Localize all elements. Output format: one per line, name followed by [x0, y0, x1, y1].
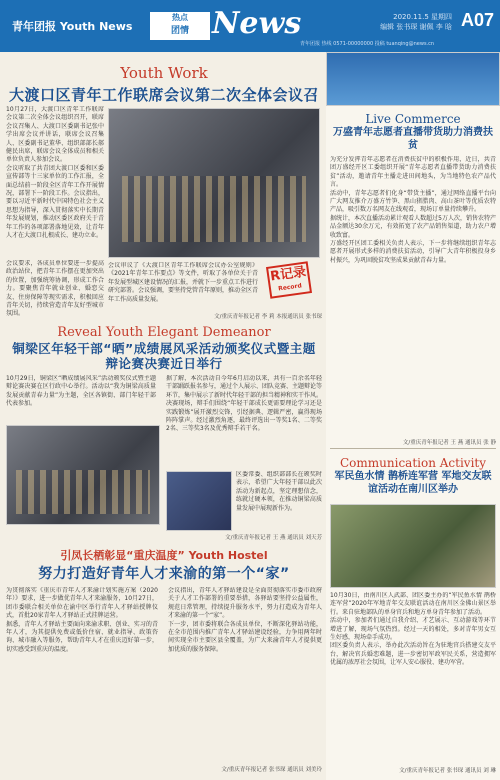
article-youth-work: [6, 58, 322, 320]
article-paragraph: 据悉，青年人才驿站主要面向来渝求职、创业、实习的青年人才，为其提供免费或低价住宿、就业指导、政策咨询、城市融入等服务，帮助青年人才在重庆迈好第一步，切实感受到重庆的温度。: [6, 620, 158, 653]
article-paragraph: 区委常委、组织部部长在颁奖时表示，希望广大年轻干部以此次活动为新起点，坚定理想信念，练就过硬本领，在推动铜梁高质量发展中展现新作为。: [236, 471, 322, 512]
article-byline: 文/重庆青年报记者 张书琛 通讯员 刘美玲: [221, 767, 322, 773]
article-kicker: 引凤长栖彰显“重庆温度” Youth Hostel: [60, 549, 268, 562]
column-divider: [330, 448, 496, 449]
article-column: [166, 375, 322, 465]
stamp-text: R记录: [269, 264, 308, 285]
article-paragraph: 会议听取了共青团大渡口区委和区委宣传部等十三家单位的工作汇报，全面总结前一阶段全区青年工作开展情况，部署下一阶段工作。会议指出，要以习近平新时代中国特色社会主义思想为指导，深入贯彻落实中长期青年发展规划，推动区委区政府关于青年工作的各项部署落地见效，让青年人才在大渡口扎根成长、建功立业。: [6, 164, 104, 240]
article-photo: [330, 504, 496, 588]
article-title: 铜梁区年轻干部“晒”成绩展风采活动颁奖仪式暨主题辩论赛决赛近日举行: [12, 341, 316, 371]
article-byline: 文/重庆青年报记者 李 莉 本报通讯员 张书琛: [214, 314, 322, 320]
section-label: 热点: [172, 13, 188, 22]
article-youth-hostel: [6, 547, 322, 775]
live-commerce-header: [326, 112, 500, 152]
article-column: [6, 106, 104, 256]
article-paragraph: 万盛经开区团工委相关负责人表示，下一步将继续组织青年志愿者开展形式多样的消费扶贫活动，引导广大青年积极投身乡村振兴，为巩固脱贫攻坚成果贡献青春力量。: [330, 240, 496, 264]
right-column: [326, 52, 500, 780]
article-paragraph: 活动中，参加者们通过自我介绍、才艺展示、互动游戏等环节增进了解，现场气氛热烈。经过一天的相处，多对青年男女互生好感，现场牵手成功。: [330, 617, 496, 642]
news-wordmark: News: [212, 6, 302, 41]
brand-name: 青年团报 Youth News: [12, 20, 133, 33]
article-title: 大渡口区青年工作联席会议第二次全体会议召: [8, 86, 319, 104]
article-paragraph: 据了解，本次活动自今年6月启动以来，共有一百余名年轻干部踊跃报名参与，通过个人展示、团队竞赛、主题辩论等环节，集中展示了新时代年轻干部的担当精神和实干作风。: [166, 375, 322, 399]
article-column: [108, 262, 258, 312]
article-photo: [6, 425, 160, 525]
article-paragraph: 10月27日，大渡口区青年工作联席会议第二次全体会议组织召开，联席会议召集人、大渡口区委副书记张中学出席会议并讲话，联席会议召集人、区委副书记董华、组织部部长郝健民出席，联席会议全体成员和相关单位负责人参加会议。: [6, 106, 104, 164]
article-photo-small: [166, 471, 232, 531]
article-column: [330, 592, 496, 762]
article-photo: [108, 108, 320, 258]
brand-logo: [8, 14, 133, 38]
article-column: [168, 587, 322, 757]
article-column: [6, 375, 156, 423]
communication-activity-header: [326, 456, 500, 496]
article-paragraph: 10月30日，由南川区人武部、团区委主办的“军民鱼水情 鹊桥连军营”2020年军地青年交友联谊活动在南川区金佛山景区举行。来自驻地部队的单身官兵和地方单身青年参加了活动。: [330, 592, 496, 616]
article-kicker: Reveal Youth Elegant Demeanor: [57, 325, 271, 340]
article-title: 努力打造好青年人才来渝的第一个“家”: [38, 566, 290, 582]
record-stamp: [266, 261, 312, 299]
page-number: A07: [460, 10, 494, 30]
section-badge: [150, 12, 210, 40]
article-paragraph: 决赛现场，辩手们围绕“年轻干部成长更需要理论学习还是实践锻炼”展开激烈交锋，引经据典、逻辑严密，赢得现场阵阵掌声。经过激烈角逐，最终评选出一等奖1名、二等奖2名、三等奖3名及优秀辩手若干名。: [166, 400, 322, 433]
article-paragraph: 为充分发挥青年志愿者在消费扶贫中的积极作用，近日，共青团万盛经开区工委组织开展“青年志愿者直播带货助力消费扶贫”活动，邀请青年主播走进田间地头，为当地特色农产品代言。: [330, 156, 496, 189]
article-paragraph: 活动中，青年志愿者们化身“带货主播”，通过网络直播平台向广大网友推介万盛方竹笋、黑山猪腊肉、高山茶叶等优质农特产品，吸引数万名网友在线观看，现场订单量持续攀升。: [330, 189, 496, 214]
article-kicker: Communication Activity: [339, 456, 487, 470]
article-kicker: Live Commerce: [365, 112, 461, 126]
article-column: [236, 471, 322, 529]
article-column: [6, 587, 158, 767]
article-paragraph: 为贯彻落实《重庆市青年人才来渝计划实施方案（2020年）》要求，进一步做优青年人才来渝服务，10月27日，团市委联合相关单位在渝中区举行青年人才驿站授牌仪式，首批20家青年人才驿站正式挂牌运营。: [6, 587, 158, 620]
article-byline: 文/重庆青年报记者 王 燕 通讯员 张 静: [402, 440, 496, 446]
stamp-subtext: Record: [277, 282, 303, 293]
article-byline: 文/重庆青年报记者 张书琛 通讯员 刘 琳: [399, 768, 496, 774]
article-column: [330, 156, 496, 436]
masthead-meta: [380, 12, 452, 32]
article-paragraph: 会议要求，各成员单位要进一步提高政治站位，把青年工作摆在更加突出的位置，加强统筹协调，形成工作合力。要聚焦青年就业创业、婚恋交友、住房保障等现实需求，积极回应青年关切，持续营造青年友好型城市氛围。: [6, 260, 104, 318]
contact-line: 青年团报 热线 0571-00000000 投稿 tuanqing@news.cn: [300, 41, 435, 47]
article-paragraph: 10月29日，铜梁区“晒成绩展风采”活动颁奖仪式暨主题辩论赛决赛在区行政中心举行。活动以“我为铜梁高质量发展贡献青春力量”为主题，全区各镇街、部门年轻干部代表参加。: [6, 375, 156, 408]
article-paragraph: 会议指出，青年人才驿站建设是全面贯彻落实市委市政府关于人才工作部署的重要举措，各驿站要坚持公益属性，规范日常管理，持续提升服务水平，努力打造成为青年人才来渝的第一个“家”。: [168, 587, 322, 620]
section-name: 团情: [170, 26, 189, 36]
article-byline: 文/重庆青年报记者 王 燕 通讯员 刘天芳: [225, 535, 322, 541]
article-paragraph: 团区委负责人表示，举办此次活动旨在为驻地官兵搭建交友平台，解决官兵婚恋难题，进一步密切军政军民关系，营造拥军优属的浓厚社会氛围，让军人安心服役、建功军营。: [330, 642, 496, 667]
banner-photo: [326, 52, 500, 106]
article-paragraph: 会议审议了《大渡口区青年工作联席会议办公室规则》《2021年青年工作要点》等文件，听取了各单位关于青年发展型城区建设情况的汇报，并就下一步重点工作进行研究部署。会议强调，要坚持党管青年原则，推动全区青年工作高质量发展。: [108, 262, 258, 303]
article-reveal-youth: [6, 325, 322, 543]
editor-credits: 编辑 张书琛 谢佩 李 晗: [380, 23, 452, 31]
article-kicker: Youth Work: [120, 64, 208, 82]
article-title: 万盛青年志愿者直播带货助力消费扶贫: [333, 127, 493, 151]
article-title: 军民鱼水情 鹊桥连军营 军地交友联谊活动在南川区举办: [334, 471, 492, 495]
article-column: [6, 260, 104, 318]
issue-date: 2020.11.5 星期四: [393, 13, 452, 21]
masthead: [0, 0, 500, 52]
article-paragraph: 据统计，本次直播活动累计观看人数超过5万人次，销售农特产品金额达30余万元，有效拓宽了农产品销售渠道，助力农户增收致富。: [330, 214, 496, 239]
article-paragraph: 下一步，团市委将联合各成员单位，不断深化驿站功能，在全市范围内推广青年人才驿站建设经验，力争用两年时间实现全市主要区县全覆盖，为广大来渝青年人才提供更加优质的服务保障。: [168, 620, 322, 653]
